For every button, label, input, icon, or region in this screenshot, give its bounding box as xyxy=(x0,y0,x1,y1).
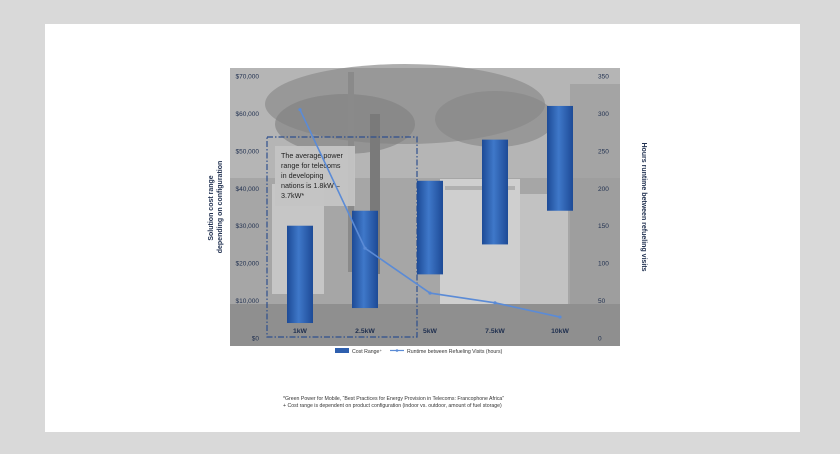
x-tick-label: 5kW xyxy=(423,328,437,335)
y-tick-label: $60,000 xyxy=(235,110,259,118)
annotation-line-1: The average power xyxy=(281,151,343,160)
y-tick-label: $10,000 xyxy=(235,298,259,306)
runtime-point xyxy=(428,291,431,294)
y-tick-label: $20,000 xyxy=(235,260,259,268)
y2-tick-label: 150 xyxy=(598,223,609,231)
y-tick-label: $70,000 xyxy=(235,73,259,81)
cost-bar-10kw xyxy=(547,106,573,211)
y2-tick-label: 50 xyxy=(598,298,606,306)
y2-axis-label: Hours runtime between refueling visits xyxy=(640,142,647,272)
annotation-line-2: range for telecoms xyxy=(281,161,341,170)
y-tick-label: $50,000 xyxy=(235,148,259,156)
legend-swatch-cost xyxy=(335,348,349,353)
figure-card xyxy=(45,24,800,432)
y-tick-label: $30,000 xyxy=(235,223,259,231)
y-axis-label: Solution cost range depending on configuration xyxy=(208,160,224,254)
x-tick-label: 1kW xyxy=(293,328,307,335)
runtime-point xyxy=(493,301,496,304)
runtime-point xyxy=(558,315,561,318)
cost-bar-5kw xyxy=(417,181,443,275)
cost-bar-7-5kw xyxy=(482,140,508,245)
y2-tick-label: 0 xyxy=(598,335,602,343)
cost-bar-1kw xyxy=(287,226,313,323)
legend-label-cost: Cost Range⁺ xyxy=(352,349,383,355)
legend xyxy=(335,348,503,355)
y2-tick-label: 350 xyxy=(598,73,609,81)
y2-tick-label: 100 xyxy=(598,260,609,268)
cost-bar-2-5kw xyxy=(352,211,378,308)
x-tick-label: 10kW xyxy=(551,328,569,335)
annotation-box xyxy=(275,146,355,206)
legend-label-runtime: Runtime between Refueling Visits (hours) xyxy=(407,349,503,355)
y-tick-label: $0 xyxy=(251,335,259,343)
y2-tick-label: 200 xyxy=(598,185,609,193)
y2-tick-label: 250 xyxy=(598,148,609,156)
footnote-source: *Green Power for Mobile, “Best Practices for Energy Provision in Telecoms: Francophone Africa” xyxy=(283,396,505,402)
runtime-point xyxy=(363,247,366,250)
footnote-cost-range: + Cost range is dependent on product configuration (indoor vs. outdoor, amount of fuel storage) xyxy=(283,402,502,409)
y-tick-label: $40,000 xyxy=(235,185,259,193)
chart xyxy=(45,24,800,432)
annotation-line-3: in developing xyxy=(281,171,324,180)
x-tick-label: 2.5kW xyxy=(355,328,375,335)
runtime-point xyxy=(298,108,301,111)
x-tick-label: 7.5kW xyxy=(485,328,505,335)
annotation-line-4: nations is 1.8kW – xyxy=(281,181,340,190)
annotation-line-5: 3.7kW* xyxy=(281,191,305,200)
footnotes xyxy=(283,396,703,410)
y2-tick-label: 300 xyxy=(598,110,609,118)
